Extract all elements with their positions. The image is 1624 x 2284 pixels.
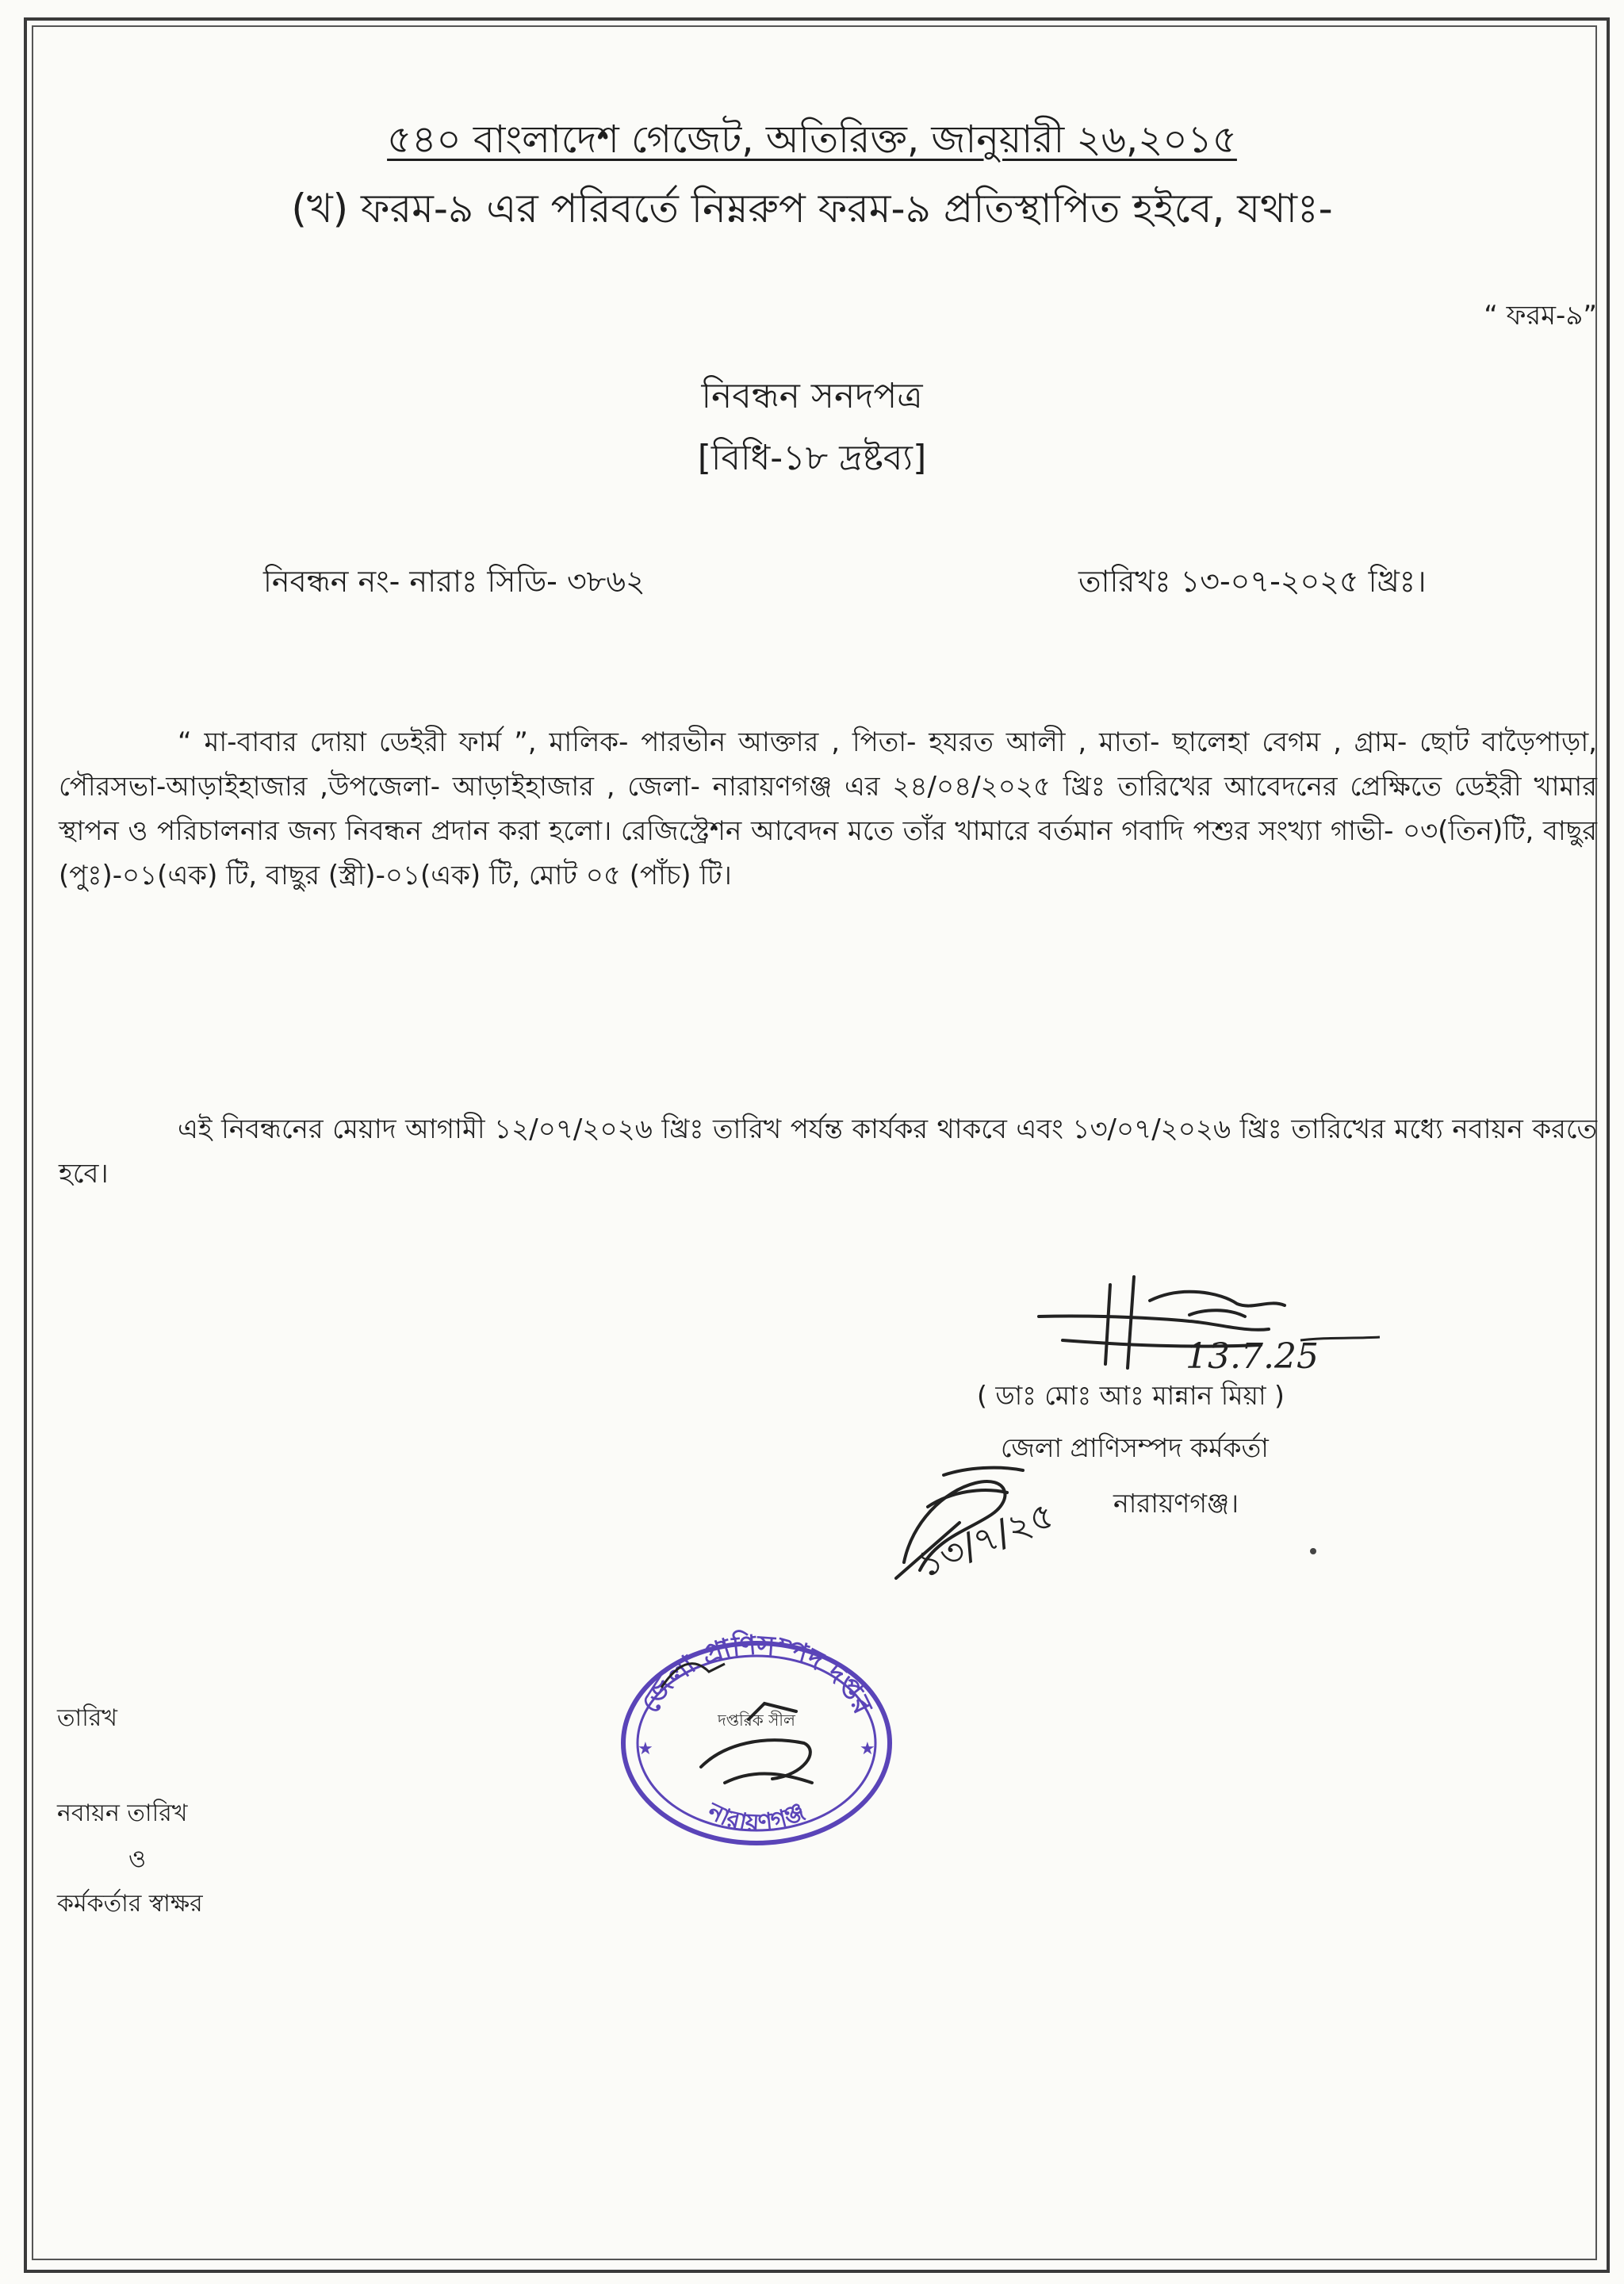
certificate-title: নিবন্ধন সনদপত্র [701,376,923,416]
registration-number: নিবন্ধন নং- নারাঃ সিডি- ৩৮৬২ [263,564,645,599]
second-handwritten-date: ১৩/৭/২৫ [911,1493,1060,1586]
officer-name: ( ডাঃ মোঃ আঃ মান্নান মিয়া ) [977,1380,1285,1411]
and-label: ও [128,1845,147,1873]
gazette-header [0,111,1624,174]
second-signature [880,1443,1142,1602]
seal-star-left: ★ [638,1739,653,1759]
officer-sign-label: কর্মকর্তার স্বাক্ষর [57,1890,203,1918]
seal-ring-text: জেলা প্রাণিসম্পদ দপ্তর [634,1629,879,1719]
subheading: (খ) ফরম-৯ এর পরিবর্তে নিম্নরুপ ফরম-৯ প্রতিস্থাপিত হইবে, যথাঃ- [291,186,1333,232]
body-paragraph-2: এই নিবন্ধনের মেয়াদ আগামী ১২/০৭/২০২৬ খ্রিঃ তারিখ পর্যন্ত কার্যকর থাকবে এবং ১৩/০৭/২০২৬ খ্রিঃ তারিখের মধ্যে নবায়ন করতে হবে। [59,1113,1597,1190]
handwritten-date-text: 13.7.25 [1185,1336,1319,1377]
office-seal [606,1624,907,1846]
date-label: তারিখ [57,1704,117,1732]
gazette-line: ৫৪০ বাংলাদেশ গেজেট, অতিরিক্ত, জানুয়ারী ২৬,২০১৫ [387,117,1237,162]
ink-dot [1310,1548,1316,1554]
officer-title: জেলা প্রাণিসম্পদ কর্মকর্তা [1001,1432,1269,1463]
renewal-date-label: নবায়ন তারিখ [57,1799,188,1827]
seal-center-text: দপ্তরিক সীল [718,1711,795,1730]
svg-text:নারায়ণগঞ্জ [703,1797,810,1837]
seal-star-right: ★ [860,1739,875,1759]
form-label: “ ফরম-৯” [1484,300,1597,331]
rule-reference: [বিধি-১৮ দ্রষ্টব্য] [697,438,927,478]
seal-bottom-text: নারায়ণগঞ্জ [703,1797,810,1838]
handwritten-date [1182,1332,1388,1380]
body-paragraph-1: “ মা-বাবার দোয়া ডেইরী ফার্ম ”, মালিক- পারভীন আক্তার , পিতা- হযরত আলী , মাতা- ছালেহা বেগম , গ্রাম- ছোট বাড়ৈপাড়া, পৌরসভা-আড়াইহাজার ,উপজেলা- আড়াইহাজার , জেলা- নারায়ণগঞ্জ এর ২৪/০৪/২০২৫ খ্রিঃ তারিখের আবেদনের প্রেক্ষিতে ডেইরী খামার স্থাপন ও পরিচালনার জন্য নিবন্ধন প্রদান করা হলো। রেজিস্ট্রেশন আবেদন মতে তাঁর খামারে বর্তমান গবাদি পশুর সংখ্যা গাভী- ০৩(তিন)টি, বাছুর (পুঃ)-০১(এক) টি, বাছুর (স্ত্রী)-০১(এক) টি, মোট ০৫ (পাঁচ) টি। [59,726,1597,891]
registration-date: তারিখঃ ১৩-০৭-২০২৫ খ্রিঃ। [1078,564,1427,599]
office-place: নারায়ণগঞ্জ। [1113,1488,1239,1519]
